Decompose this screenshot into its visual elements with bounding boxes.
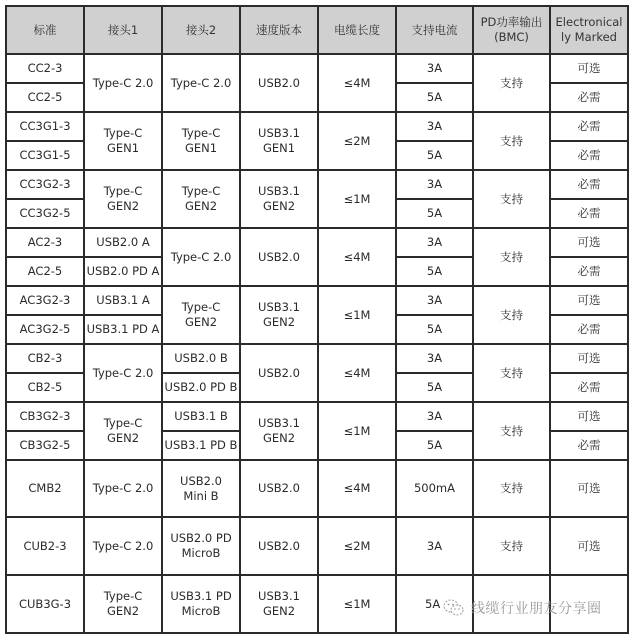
length-cell: ≤1M [318,286,396,344]
header-connector1: 接头1 [84,6,162,54]
header-connector2: 接头2 [162,6,240,54]
current-cell: 3A [396,517,473,575]
speed-cell: USB2.0 [240,344,318,402]
standard-cell: AC2-3 [6,228,84,257]
current-cell: 5A [396,257,473,286]
length-cell: ≤4M [318,344,396,402]
table-row [6,112,628,141]
table-row [6,344,628,373]
watermark [443,598,602,618]
current-cell: 5A [396,315,473,344]
length-cell: ≤2M [318,112,396,170]
em-cell: 必需 [550,141,628,170]
standard-cell: CB2-3 [6,344,84,373]
standard-cell: CUB2-3 [6,517,84,575]
current-cell: 5A [396,199,473,228]
connector2-cell: Type-C 2.0 [162,54,240,112]
current-cell: 5A [396,575,473,633]
connector2-cell: USB2.0 PD MicroB [162,517,240,575]
em-cell: 可选 [550,228,628,257]
standard-cell: CC3G1-5 [6,141,84,170]
standard-cell: CB2-5 [6,373,84,402]
pd-cell: 支持 [473,460,550,517]
standard-cell: CB3G2-3 [6,402,84,431]
em-cell: 可选 [550,402,628,431]
current-cell: 3A [396,54,473,83]
length-cell: ≤1M [318,170,396,228]
connector2-cell: Type-C GEN2 [162,170,240,228]
connector1-cell: USB2.0 PD A [84,257,162,286]
header-speed: 速度版本 [240,6,318,54]
connector1-cell: Type-C GEN2 [84,402,162,460]
standard-cell: CUB3G-3 [6,575,84,633]
speed-cell: USB2.0 [240,517,318,575]
usb-cable-spec-table [5,5,629,634]
connector2-cell: USB3.1 PD B [162,431,240,460]
em-cell: 可选 [550,286,628,315]
em-cell: 可选 [550,460,628,517]
standard-cell: AC3G2-5 [6,315,84,344]
connector2-cell: USB2.0 B [162,344,240,373]
speed-cell: USB3.1 GEN2 [240,575,318,633]
watermark-text: 线缆行业朋友分享圈 [471,601,602,617]
current-cell: 5A [396,141,473,170]
header-cable-length: 电缆长度 [318,6,396,54]
standard-cell: CC3G2-5 [6,199,84,228]
length-cell: ≤2M [318,517,396,575]
table-row [6,228,628,257]
pd-cell: 支持 [473,54,550,112]
connector1-cell: USB3.1 A [84,286,162,315]
connector2-cell: USB2.0 PD B [162,373,240,402]
connector2-cell: USB2.0 Mini B [162,460,240,517]
header-pd-output: PD功率输出 (BMC) [473,6,550,54]
em-cell: 必需 [550,170,628,199]
current-cell: 5A [396,431,473,460]
connector1-cell: Type-C GEN2 [84,170,162,228]
speed-cell: USB3.1 GEN2 [240,402,318,460]
header-row [6,6,628,54]
connector2-cell: USB3.1 PD MicroB [162,575,240,633]
current-cell: 500mA [396,460,473,517]
em-cell: 必需 [550,373,628,402]
connector1-cell: USB3.1 PD A [84,315,162,344]
connector1-cell: Type-C 2.0 [84,460,162,517]
speed-cell: USB3.1 GEN1 [240,112,318,170]
speed-cell: USB2.0 [240,228,318,286]
em-cell: 可选 [550,344,628,373]
standard-cell: CC2-5 [6,83,84,112]
em-cell: 必需 [550,431,628,460]
pd-cell: 支持 [473,170,550,228]
current-cell: 5A [396,373,473,402]
pd-cell: 支持 [473,402,550,460]
em-cell: 必需 [550,112,628,141]
wechat-icon [443,598,465,618]
connector1-cell: Type-C 2.0 [84,517,162,575]
speed-cell: USB3.1 GEN2 [240,170,318,228]
current-cell: 3A [396,344,473,373]
speed-cell: USB2.0 [240,54,318,112]
em-cell: 必需 [550,257,628,286]
length-cell: ≤1M [318,575,396,633]
table-row [6,460,628,517]
em-cell: 可选 [550,517,628,575]
connector2-cell: Type-C GEN2 [162,286,240,344]
current-cell: 3A [396,170,473,199]
current-cell: 5A [396,83,473,112]
connector1-cell: Type-C 2.0 [84,54,162,112]
current-cell: 3A [396,402,473,431]
standard-cell: CC2-3 [6,54,84,83]
header-standard: 标准 [6,6,84,54]
header-current: 支持电流 [396,6,473,54]
em-cell: 必需 [550,315,628,344]
connector1-cell: USB2.0 A [84,228,162,257]
standard-cell: CMB2 [6,460,84,517]
length-cell: ≤4M [318,54,396,112]
pd-cell: 支持 [473,344,550,402]
length-cell: ≤4M [318,460,396,517]
speed-cell: USB2.0 [240,460,318,517]
connector1-cell: Type-C GEN2 [84,575,162,633]
em-cell: 可选 [550,54,628,83]
length-cell: ≤1M [318,402,396,460]
speed-cell: USB3.1 GEN2 [240,286,318,344]
table-row [6,286,628,315]
table-row [6,402,628,431]
current-cell: 3A [396,228,473,257]
table-row [6,517,628,575]
standard-cell: CC3G1-3 [6,112,84,141]
pd-cell: 支持 [473,286,550,344]
standard-cell: AC2-5 [6,257,84,286]
header-electronically-marked: Electronical ly Marked [550,6,628,54]
pd-cell: 支持 [473,517,550,575]
table-row [6,54,628,83]
connector2-cell: USB3.1 B [162,402,240,431]
current-cell: 3A [396,286,473,315]
pd-cell: 支持 [473,228,550,286]
pd-cell: 支持 [473,112,550,170]
standard-cell: CC3G2-3 [6,170,84,199]
table-row [6,170,628,199]
standard-cell: AC3G2-3 [6,286,84,315]
connector2-cell: Type-C 2.0 [162,228,240,286]
em-cell: 必需 [550,199,628,228]
length-cell: ≤4M [318,228,396,286]
connector1-cell: Type-C 2.0 [84,344,162,402]
connector1-cell: Type-C GEN1 [84,112,162,170]
connector2-cell: Type-C GEN1 [162,112,240,170]
standard-cell: CB3G2-5 [6,431,84,460]
current-cell: 3A [396,112,473,141]
em-cell: 必需 [550,83,628,112]
